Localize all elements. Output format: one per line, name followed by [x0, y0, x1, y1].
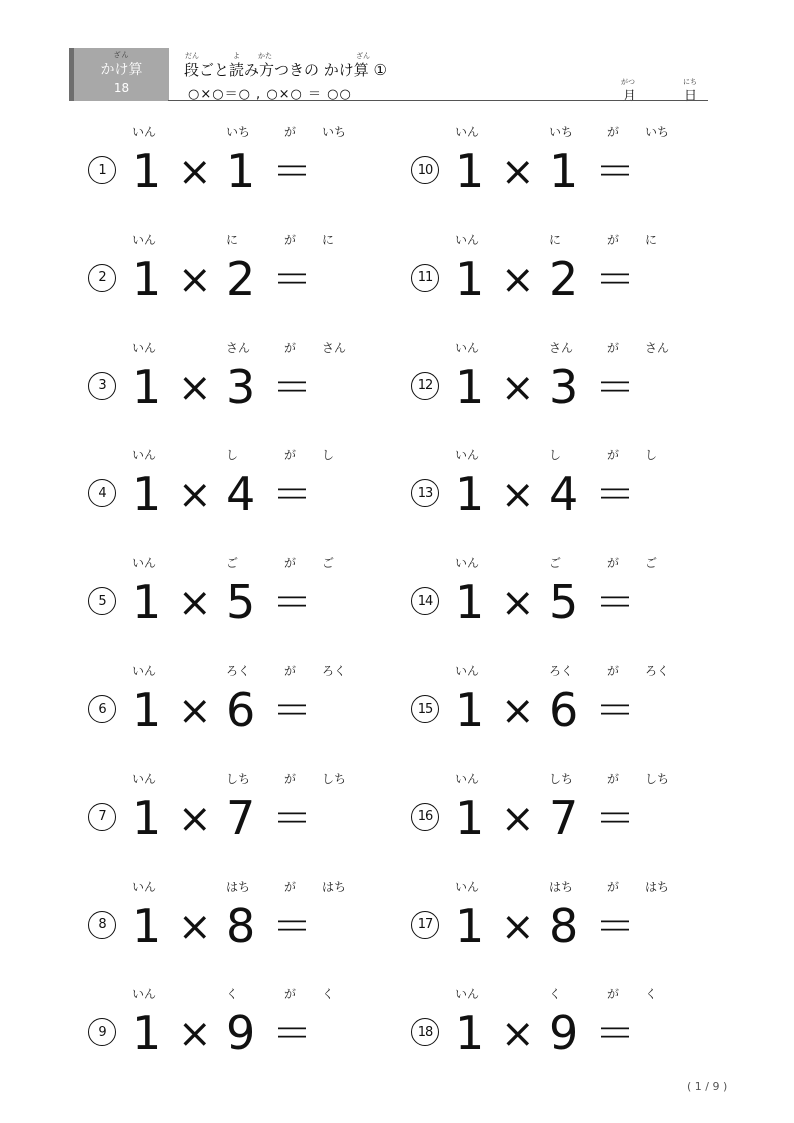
equals-sign: ＝	[272, 795, 312, 842]
reading-multiplier: はち	[226, 879, 251, 894]
multiplicand: 1	[132, 467, 162, 522]
reading-answer: ご	[645, 556, 658, 571]
multiplier: 4	[226, 467, 256, 522]
reading-answer: いち	[645, 125, 670, 139]
problem-number: 5	[88, 587, 116, 615]
page-indicator: ( 1 / 9 )	[687, 1080, 728, 1093]
multiplier: 7	[549, 790, 579, 845]
multiplier: 5	[226, 575, 256, 630]
reading-multiplier: さん	[549, 340, 574, 355]
badge-ruby: ざん	[113, 51, 130, 59]
title-ruby: だん	[185, 52, 199, 60]
reading-multiplicand: いん	[455, 448, 480, 463]
times-sign: ×	[178, 688, 212, 734]
multiplier: 9	[226, 1006, 256, 1061]
problem-number: 3	[88, 372, 116, 400]
equals-sign: ＝	[595, 1011, 635, 1058]
equals-sign: ＝	[272, 688, 312, 734]
problem-number: 14	[411, 587, 439, 615]
badge-number: 18	[113, 81, 130, 95]
reading-ga: が	[284, 232, 297, 247]
problem-number: 4	[88, 479, 116, 507]
times-sign: ×	[178, 256, 212, 303]
reading-ga: が	[284, 556, 297, 571]
multiplicand: 1	[132, 251, 162, 306]
equals-sign: ＝	[595, 149, 635, 195]
reading-ga: が	[607, 125, 620, 139]
title-ruby: よ	[233, 52, 240, 60]
reading-multiplicand: いん	[455, 987, 480, 1002]
reading-multiplicand: いん	[455, 556, 480, 571]
reading-multiplier: しち	[226, 771, 251, 786]
reading-answer: いち	[322, 125, 347, 139]
multiplicand: 1	[132, 144, 162, 198]
reading-answer: しち	[645, 771, 670, 786]
equals-sign: ＝	[272, 1011, 312, 1058]
reading-ga: が	[607, 556, 620, 571]
reading-ga: が	[607, 987, 620, 1002]
equals-sign: ＝	[272, 149, 312, 195]
problem-number: 16	[411, 803, 439, 831]
problem-number: 1	[88, 156, 116, 184]
reading-multiplicand: いん	[455, 664, 480, 678]
times-sign: ×	[178, 364, 212, 411]
multiplicand: 1	[132, 1006, 162, 1061]
equals-sign: ＝	[272, 580, 312, 627]
reading-multiplicand: いん	[455, 879, 480, 894]
multiplicand: 1	[455, 467, 485, 522]
times-sign: ×	[501, 795, 535, 842]
problem-number: 10	[411, 156, 439, 184]
equals-sign: ＝	[595, 688, 635, 734]
worksheet-badge	[69, 48, 169, 101]
times-sign: ×	[501, 688, 535, 734]
times-sign: ×	[178, 795, 212, 842]
multiplier: 6	[549, 683, 579, 737]
reading-multiplicand: いん	[132, 879, 157, 894]
multiplier: 8	[226, 898, 256, 953]
multiplier: 9	[549, 1006, 579, 1061]
reading-answer: に	[322, 232, 335, 247]
reading-multiplicand: いん	[132, 125, 157, 139]
multiplicand: 1	[132, 683, 162, 737]
multiplicand: 1	[455, 683, 485, 737]
reading-multiplicand: いん	[455, 232, 480, 247]
reading-answer: し	[322, 448, 335, 463]
reading-multiplicand: いん	[132, 448, 157, 463]
times-sign: ×	[501, 1011, 535, 1058]
reading-multiplier: はち	[549, 879, 574, 894]
reading-multiplicand: いん	[132, 771, 157, 786]
problem-number: 7	[88, 803, 116, 831]
reading-ga: が	[607, 879, 620, 894]
equals-sign: ＝	[595, 472, 635, 519]
multiplicand: 1	[455, 144, 485, 198]
reading-answer: ろく	[322, 664, 347, 678]
multiplier: 1	[226, 144, 256, 198]
reading-multiplicand: いん	[132, 556, 157, 571]
multiplicand: 1	[132, 790, 162, 845]
multiplicand: 1	[455, 898, 485, 953]
reading-multiplicand: いん	[455, 771, 480, 786]
multiplier: 2	[549, 251, 579, 306]
reading-multiplier: く	[549, 987, 562, 1002]
equals-sign: ＝	[272, 903, 312, 950]
multiplier: 6	[226, 683, 256, 737]
reading-multiplicand: いん	[132, 340, 157, 355]
problem-number: 13	[411, 479, 439, 507]
reading-multiplicand: いん	[455, 125, 480, 139]
multiplier: 8	[549, 898, 579, 953]
worksheet-subtitle: ○×○＝○ , ○×○ ＝ ○○	[188, 87, 352, 102]
problem-number: 8	[88, 911, 116, 939]
equals-sign: ＝	[595, 580, 635, 627]
reading-ga: が	[284, 448, 297, 463]
reading-ga: が	[284, 879, 297, 894]
reading-multiplier: ご	[226, 556, 239, 571]
multiplier: 4	[549, 467, 579, 522]
reading-answer: ろく	[645, 664, 670, 678]
problem-number: 12	[411, 372, 439, 400]
reading-ga: が	[607, 232, 620, 247]
reading-multiplier: いち	[549, 125, 574, 139]
reading-multiplicand: いん	[132, 987, 157, 1002]
equals-sign: ＝	[595, 903, 635, 950]
problem-number: 6	[88, 695, 116, 723]
multiplier: 3	[226, 359, 256, 414]
multiplicand: 1	[455, 359, 485, 414]
equals-sign: ＝	[595, 795, 635, 842]
multiplicand: 1	[455, 575, 485, 630]
reading-multiplicand: いん	[455, 340, 480, 355]
problem-number: 18	[411, 1018, 439, 1046]
problem-number: 9	[88, 1018, 116, 1046]
problem-number: 15	[411, 695, 439, 723]
equals-sign: ＝	[272, 472, 312, 519]
reading-multiplier: さん	[226, 340, 251, 355]
reading-multiplicand: いん	[132, 232, 157, 247]
reading-answer: しち	[322, 771, 347, 786]
reading-ga: が	[607, 664, 620, 678]
problem-number: 17	[411, 911, 439, 939]
title-ruby: ざん	[356, 52, 370, 60]
reading-multiplier: に	[226, 232, 239, 247]
reading-multiplier: ろく	[549, 664, 574, 678]
reading-ga: が	[284, 125, 297, 139]
reading-answer: ご	[322, 556, 335, 571]
multiplicand: 1	[455, 1006, 485, 1061]
reading-ga: が	[284, 771, 297, 786]
multiplier: 7	[226, 790, 256, 845]
reading-answer: はち	[645, 879, 670, 894]
times-sign: ×	[501, 149, 535, 195]
reading-multiplier: し	[549, 448, 562, 463]
times-sign: ×	[178, 903, 212, 950]
times-sign: ×	[501, 256, 535, 303]
title-ruby: かた	[258, 52, 272, 60]
times-sign: ×	[178, 149, 212, 195]
multiplier: 2	[226, 251, 256, 306]
reading-multiplier: ご	[549, 556, 562, 571]
day-ruby: にち	[683, 78, 697, 86]
times-sign: ×	[178, 472, 212, 519]
equals-sign: ＝	[595, 256, 635, 303]
badge-title: かけ算	[100, 62, 143, 78]
reading-multiplier: ろく	[226, 664, 251, 678]
worksheet-title: 段ごと読み方つきの かけ算 ①	[184, 61, 387, 79]
times-sign: ×	[501, 364, 535, 411]
reading-ga: が	[284, 340, 297, 355]
reading-ga: が	[607, 448, 620, 463]
multiplier: 1	[549, 144, 579, 198]
equals-sign: ＝	[272, 364, 312, 411]
reading-multiplier: しち	[549, 771, 574, 786]
reading-answer: はち	[322, 879, 347, 894]
reading-multiplier: に	[549, 232, 562, 247]
times-sign: ×	[501, 580, 535, 627]
reading-multiplier: く	[226, 987, 239, 1002]
reading-multiplier: いち	[226, 125, 251, 139]
problem-number: 2	[88, 264, 116, 292]
multiplicand: 1	[132, 359, 162, 414]
multiplier: 5	[549, 575, 579, 630]
reading-ga: が	[607, 340, 620, 355]
reading-answer: に	[645, 232, 658, 247]
reading-multiplicand: いん	[132, 664, 157, 678]
reading-answer: さん	[322, 340, 347, 355]
times-sign: ×	[501, 903, 535, 950]
reading-ga: が	[607, 771, 620, 786]
month-ruby: がつ	[621, 78, 635, 86]
equals-sign: ＝	[595, 364, 635, 411]
multiplicand: 1	[455, 790, 485, 845]
times-sign: ×	[501, 472, 535, 519]
reading-answer: さん	[645, 340, 670, 355]
reading-answer: く	[645, 987, 658, 1002]
reading-answer: し	[645, 448, 658, 463]
reading-ga: が	[284, 987, 297, 1002]
reading-answer: く	[322, 987, 335, 1002]
multiplicand: 1	[132, 575, 162, 630]
reading-ga: が	[284, 664, 297, 678]
reading-multiplier: し	[226, 448, 239, 463]
problem-number: 11	[411, 264, 439, 292]
multiplicand: 1	[455, 251, 485, 306]
times-sign: ×	[178, 1011, 212, 1058]
multiplicand: 1	[132, 898, 162, 953]
day-label: 日	[684, 89, 698, 104]
times-sign: ×	[178, 580, 212, 627]
header-divider	[168, 100, 708, 101]
multiplier: 3	[549, 359, 579, 414]
month-label: 月	[623, 89, 637, 104]
equals-sign: ＝	[272, 256, 312, 303]
